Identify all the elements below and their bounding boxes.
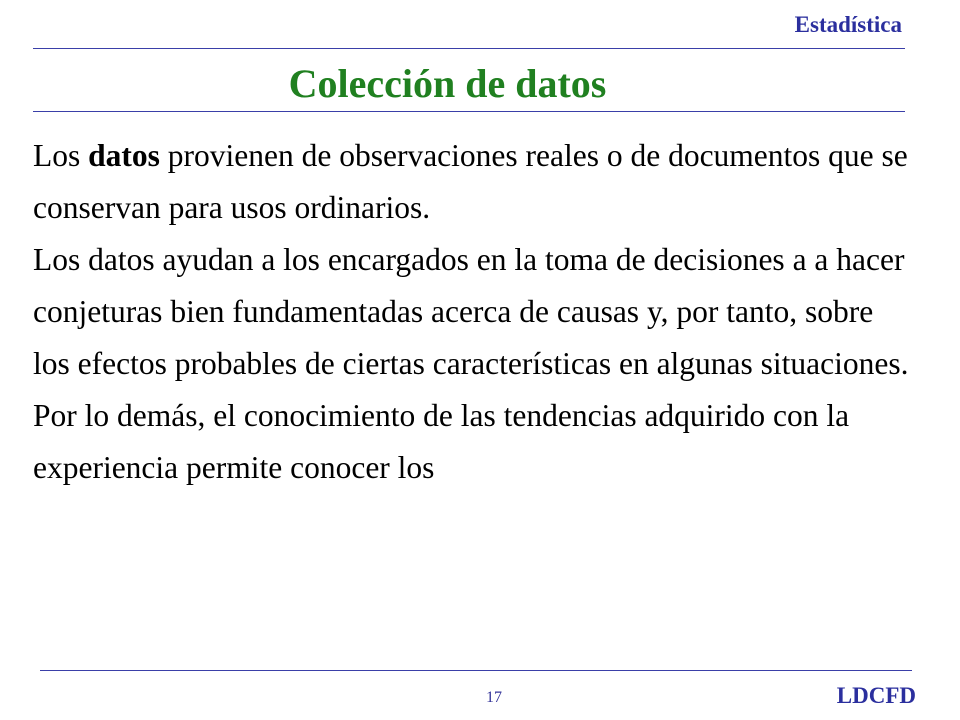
page-number: 17 (486, 689, 502, 706)
top-divider (33, 48, 905, 49)
footer-label: LDCFD (836, 683, 916, 708)
bottom-divider (40, 670, 912, 671)
paragraph1-rest: provienen de observaciones reales o de documentos que se conservan para usos ordinarios. (33, 138, 908, 225)
paragraph-datos-uso: Los datos ayudan a los encargados en la toma de decisiones a a hacer conjeturas bien fundamentadas acerca de causas y, por tanto, sobre los efectos probables de ciertas características en algunas situaciones. Por lo demás, el conocimiento de las tendencias adquirido con la experiencia permite conocer los (33, 242, 909, 485)
slide-body (33, 130, 913, 494)
paragraph1-lead: Los (33, 138, 89, 173)
title-divider (33, 111, 905, 112)
slide-title: Colección de datos (288, 61, 607, 106)
paragraph-datos-origen (33, 130, 913, 234)
header-label: Estadística (794, 12, 902, 37)
emphasized-term: datos (88, 138, 160, 173)
